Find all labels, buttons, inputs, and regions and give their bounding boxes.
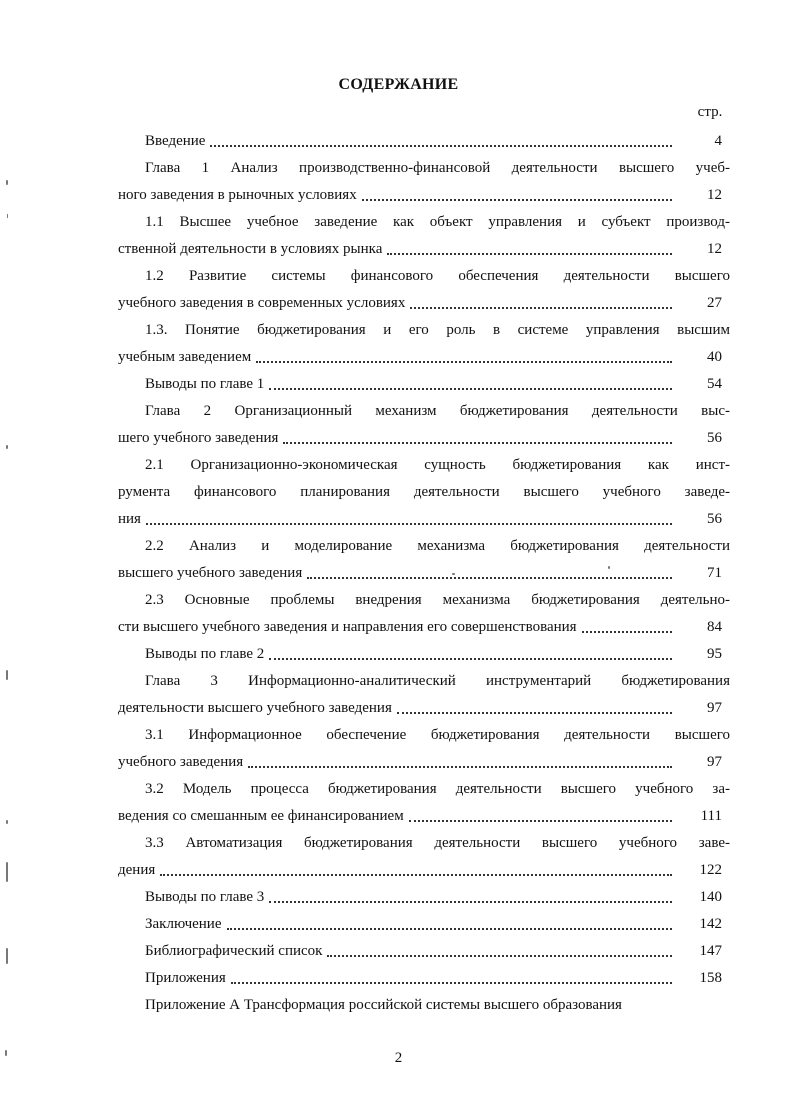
toc-entry-line (118, 371, 730, 398)
toc-entry-text: учебного заведения (118, 754, 244, 770)
toc-entry-line (118, 236, 730, 263)
toc-entry-text: Выводы по главе 2 (145, 646, 265, 662)
scan-speck (608, 566, 610, 569)
toc-entry (118, 371, 730, 398)
toc-entry-text: сти высшего учебного заведения и направления его совершенствования (118, 619, 577, 635)
toc-entry (118, 587, 730, 641)
toc-page-number: 40 (707, 349, 722, 365)
toc-entry (118, 992, 730, 1019)
toc-entry-line (118, 344, 730, 371)
toc-entry-line: 2.3 Основные проблемы внедрения механизма бюджетирования деятельно- (145, 592, 730, 608)
toc-entry-text: Выводы по главе 3 (145, 889, 265, 905)
toc-entry-text: Библиографический список (145, 943, 323, 959)
toc-entry-line: 2.1 Организационно-экономическая сущность бюджетирования как инст- (145, 457, 730, 473)
toc-entry-text: дения (118, 862, 156, 878)
toc-entry (118, 884, 730, 911)
toc-entry (118, 452, 730, 533)
dot-leader (269, 899, 672, 903)
toc-entry (118, 398, 730, 452)
toc-entry (118, 668, 730, 722)
toc-page-number: 122 (699, 862, 722, 878)
dot-leader (410, 305, 672, 309)
toc-entry-line (118, 749, 730, 776)
page-number: 2 (394, 1050, 403, 1066)
scan-speck (6, 180, 8, 185)
dot-leader (227, 926, 673, 930)
toc-page-number: 56 (707, 511, 722, 527)
dot-leader (256, 359, 672, 363)
toc-entry-text: деятельности высшего учебного заведения (118, 700, 392, 716)
dot-leader (362, 197, 672, 201)
toc-page-number: 142 (699, 916, 722, 932)
toc-page-number: 97 (707, 754, 722, 770)
toc-page-number: 158 (699, 970, 722, 986)
toc-entry (118, 965, 730, 992)
toc-page-number: 84 (707, 619, 722, 635)
toc-entry (118, 776, 730, 830)
toc-entry-line: румента финансового планирования деятельности высшего учебного заведе- (118, 484, 730, 500)
toc-page-number: 27 (707, 295, 722, 311)
table-of-contents (118, 128, 730, 1019)
toc-entry-text: высшего учебного заведения (118, 565, 303, 581)
toc-entry (118, 155, 730, 209)
toc-entry-line: 3.2 Модель процесса бюджетирования деятельности высшего учебного за- (145, 781, 730, 797)
dot-leader (146, 521, 672, 525)
scan-speck (6, 820, 8, 824)
toc-entry-text: Заключение (145, 916, 222, 932)
toc-entry-line (118, 641, 730, 668)
toc-entry-line (118, 560, 730, 587)
toc-entry (118, 533, 730, 587)
toc-entry-text: ственной деятельности в условиях рынка (118, 241, 383, 257)
dot-leader (248, 764, 672, 768)
toc-entry (118, 641, 730, 668)
toc-entry-line (118, 938, 730, 965)
toc-entry-text: ния (118, 511, 141, 527)
dot-leader (409, 818, 672, 822)
dot-leader (269, 656, 672, 660)
scan-speck (6, 670, 8, 680)
toc-entry-line: 3.3 Автоматизация бюджетирования деятельности высшего учебного заве- (145, 835, 730, 851)
toc-entry-line: 1.3. Понятие бюджетирования и его роль в системе управления высшим (145, 322, 730, 338)
toc-page-number: 56 (707, 430, 722, 446)
toc-entry-text: Приложение А Трансформация российской системы высшего образования (145, 997, 622, 1013)
toc-title: СОДЕРЖАНИЕ (338, 76, 459, 93)
toc-entry (118, 209, 730, 263)
toc-page-number: 111 (700, 808, 722, 824)
toc-entry-line (118, 425, 730, 452)
toc-entry-text: Приложения (145, 970, 226, 986)
toc-page-number: 97 (707, 700, 722, 716)
toc-entry-line: Глава 1 Анализ производственно-финансовой деятельности высшего учеб- (145, 160, 730, 176)
toc-entry-line (118, 965, 730, 992)
dot-leader (387, 251, 672, 255)
page-column-label: стр. (697, 104, 723, 120)
toc-page-number: 140 (699, 889, 722, 905)
dot-leader (582, 629, 672, 633)
toc-entry-text: шего учебного заведения (118, 430, 279, 446)
toc-page-number: 54 (707, 376, 722, 392)
toc-entry-line: Глава 2 Организационный механизм бюджетирования деятельности выс- (145, 403, 730, 419)
toc-entry (118, 938, 730, 965)
toc-page-number: 12 (707, 187, 722, 203)
dot-leader (269, 386, 672, 390)
toc-entry-line: 1.1 Высшее учебное заведение как объект управления и субъект производ- (145, 214, 730, 230)
toc-entry-line: 2.2 Анализ и моделирование механизма бюджетирования деятельности (145, 538, 730, 554)
dot-leader (327, 953, 672, 957)
dot-leader (283, 440, 672, 444)
scan-speck (452, 573, 455, 575)
toc-entry-line (118, 857, 730, 884)
toc-entry-line (118, 182, 730, 209)
dot-leader (160, 872, 672, 876)
toc-page-number: 4 (714, 133, 722, 149)
toc-entry-line (118, 614, 730, 641)
toc-entry (118, 722, 730, 776)
dot-leader (231, 980, 672, 984)
dot-leader (307, 575, 672, 579)
toc-entry-line (118, 506, 730, 533)
toc-entry-line (118, 992, 730, 1019)
toc-page-number: 147 (699, 943, 722, 959)
toc-entry-line (118, 911, 730, 938)
scan-speck (5, 1050, 7, 1056)
toc-entry (118, 263, 730, 317)
toc-entry-text: учебного заведения в современных условиях (118, 295, 406, 311)
toc-entry (118, 128, 730, 155)
toc-entry-line: 3.1 Информационное обеспечение бюджетирования деятельности высшего (145, 727, 730, 743)
toc-entry-line: 1.2 Развитие системы финансового обеспечения деятельности высшего (145, 268, 730, 284)
toc-entry-text: учебным заведением (118, 349, 252, 365)
scan-speck (6, 948, 8, 964)
toc-entry-line (118, 128, 730, 155)
toc-entry (118, 830, 730, 884)
toc-entry-line (118, 803, 730, 830)
scan-speck (6, 445, 8, 449)
toc-page-number: 71 (707, 565, 722, 581)
toc-entry (118, 317, 730, 371)
toc-entry-line (118, 695, 730, 722)
toc-entry-text: Введение (145, 133, 206, 149)
toc-page-number: 95 (707, 646, 722, 662)
toc-entry-text: ведения со смешанным ее финансированием (118, 808, 404, 824)
toc-page-number: 12 (707, 241, 722, 257)
scan-speck (7, 214, 8, 218)
toc-entry-line (118, 290, 730, 317)
toc-entry-text: Выводы по главе 1 (145, 376, 265, 392)
dot-leader (210, 143, 672, 147)
scan-speck (6, 862, 8, 882)
toc-entry (118, 911, 730, 938)
toc-entry-line: Глава 3 Информационно-аналитический инструментарий бюджетирования (145, 673, 730, 689)
toc-entry-line (118, 884, 730, 911)
dot-leader (397, 710, 672, 714)
toc-entry-text: ного заведения в рыночных условиях (118, 187, 357, 203)
